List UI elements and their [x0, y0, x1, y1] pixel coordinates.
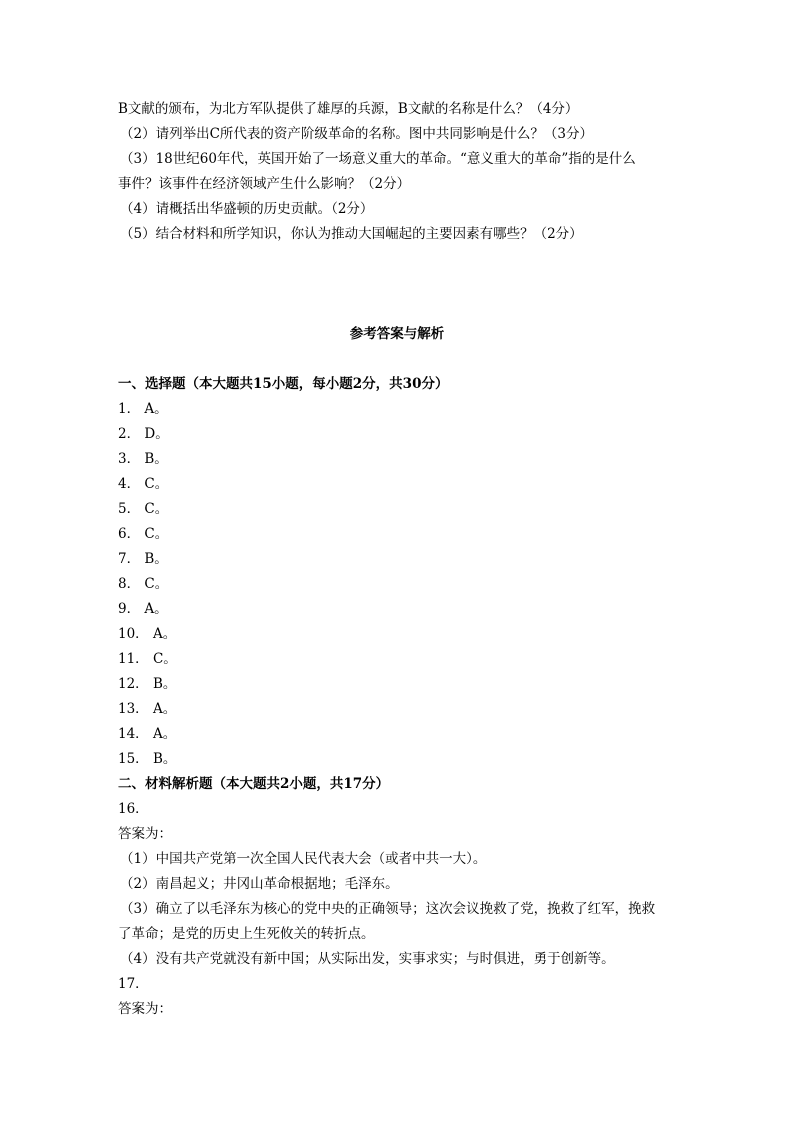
section-heading: 一、选择题（本大题共15小题，每小题2分，共30分） — [118, 376, 449, 392]
answer-line: （4）没有共产党就没有新中国；从实际出发，实事求实；与时俱进，勇于创新等。 — [120, 951, 615, 967]
section-heading: 二、材料解析题（本大题共2小题，共17分） — [118, 776, 390, 792]
answer-item: 1． A。 — [118, 401, 168, 417]
answer-item: 8． C。 — [118, 576, 169, 592]
answer-label: 答案为： — [118, 1001, 172, 1017]
question-line: B文献的颁布，为北方军队提供了雄厚的兵源，B文献的名称是什么？（4分） — [118, 101, 579, 117]
answer-item: 12． B。 — [118, 676, 177, 692]
question-line: （5）结合材料和所学知识，你认为推动大国崛起的主要因素有哪些？（2分） — [120, 226, 583, 242]
answer-label: 答案为： — [118, 826, 172, 842]
answer-item: 4． C。 — [118, 476, 169, 492]
answer-item: 7． B。 — [118, 551, 168, 567]
question-number: 16． — [118, 801, 149, 817]
answer-item: 15． B。 — [118, 751, 177, 767]
answer-line: （3）确立了以毛泽东为核心的党中央的正确领导；这次会议挽救了党，挽救了红军，挽救 — [120, 901, 656, 917]
answer-item: 10． A。 — [118, 626, 177, 642]
question-line: 事件？该事件在经济领域产生什么影响？（2分） — [118, 176, 411, 192]
question-number: 17． — [118, 976, 149, 992]
answer-item: 2． D。 — [118, 426, 169, 442]
answer-item: 5． C。 — [118, 501, 169, 517]
answer-line: （1）中国共产党第一次全国人民代表大会（或者中共一大）。 — [120, 851, 487, 867]
answer-item: 6． C。 — [118, 526, 169, 542]
answer-item: 3． B。 — [118, 451, 168, 467]
answer-item: 11． C。 — [118, 651, 177, 667]
question-line: （4）请概括出华盛顿的历史贡献。（2分） — [120, 201, 374, 217]
question-line: （3）18世纪60年代，英国开始了一场意义重大的革命。“意义重大的革命”指的是什么 — [120, 151, 636, 167]
answer-line: （2）南昌起义；井冈山革命根据地；毛泽东。 — [120, 876, 399, 892]
answer-item: 14． A。 — [118, 726, 177, 742]
question-line: （2）请列举出C所代表的资产阶级革命的名称。图中共同影响是什么？（3分） — [120, 126, 594, 142]
answer-line: 了革命；是党的历史上生死攸关的转折点。 — [118, 926, 375, 942]
answer-item: 9． A。 — [118, 601, 168, 617]
answer-item: 13． A。 — [118, 701, 177, 717]
answer-title: 参考答案与解析 — [349, 326, 445, 342]
